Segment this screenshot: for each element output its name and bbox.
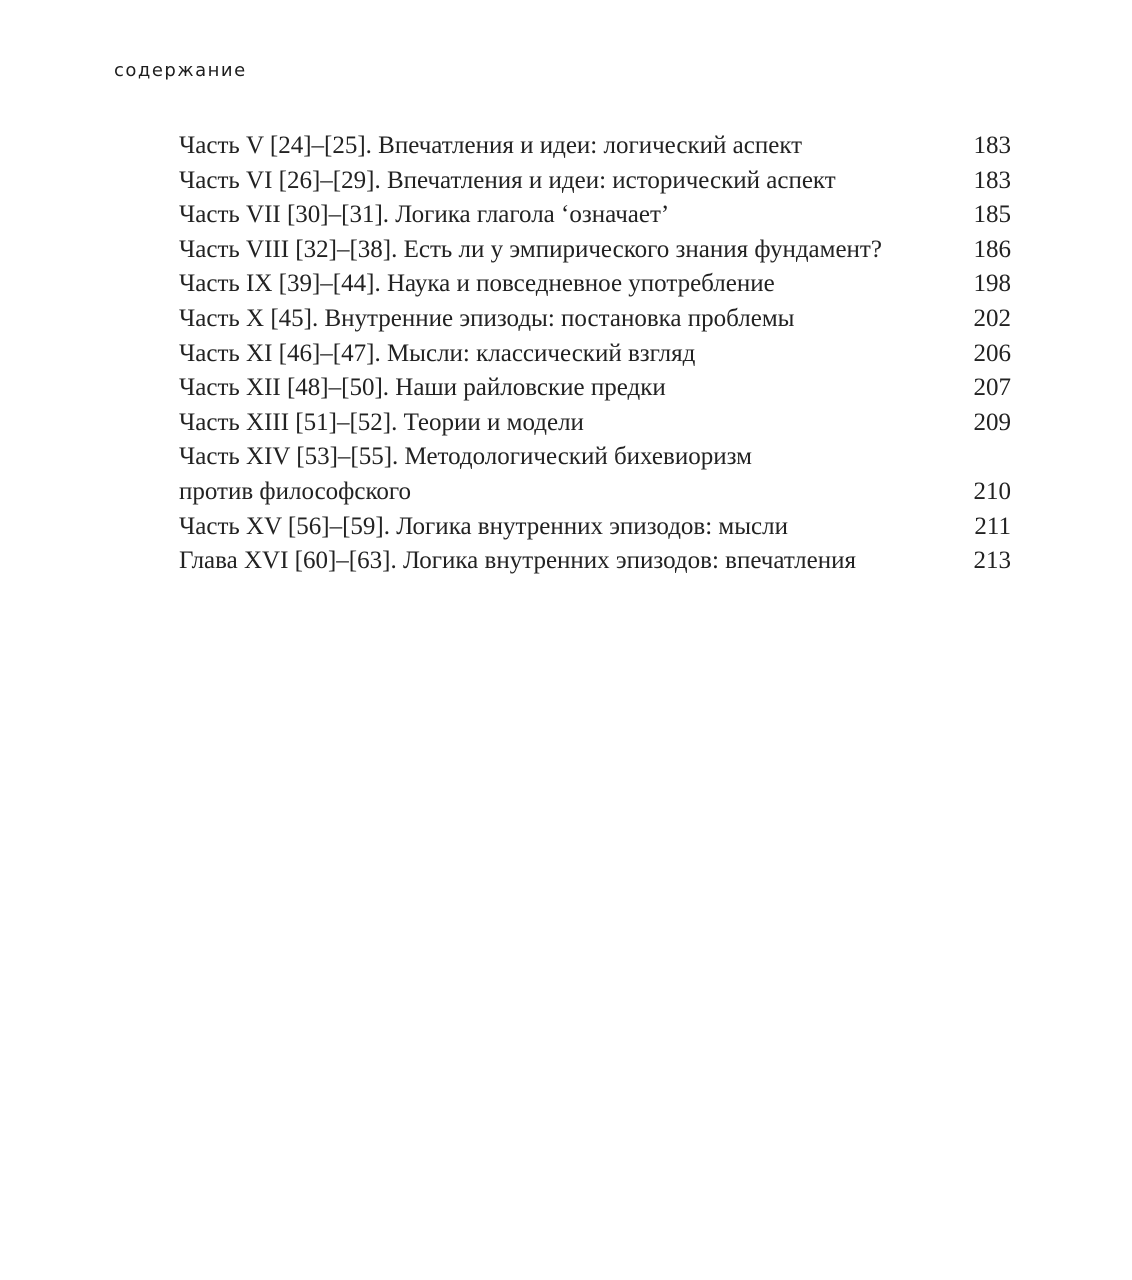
toc-entry-title-line: Часть X [45]. Внутренние эпизоды: постановка проблемы — [179, 304, 795, 332]
toc-entry — [179, 267, 1011, 302]
toc-entry — [179, 337, 1011, 372]
table-of-contents — [179, 129, 1011, 579]
toc-entry — [179, 371, 1011, 406]
toc-entry-page-number: 183 — [973, 132, 1011, 159]
toc-entry-title-line: Часть VIII [32]–[38]. Есть ли у эмпирического знания фундамент? — [179, 235, 882, 263]
toc-entry-title-line: Часть IX [39]–[44]. Наука и повседневное употребление — [179, 270, 775, 298]
toc-entry-title-line: Часть XIII [51]–[52]. Теории и модели — [179, 408, 584, 436]
toc-entry-title — [179, 198, 669, 233]
toc-entry — [179, 198, 1011, 233]
toc-entry-title-line: Часть VI [26]–[29]. Впечатления и идеи: исторический аспект — [179, 166, 836, 194]
toc-entry-title — [179, 233, 882, 268]
toc-entry-title-line: Часть XV [56]–[59]. Логика внутренних эпизодов: мысли — [179, 512, 788, 540]
toc-entry — [179, 406, 1011, 441]
toc-entry-title — [179, 164, 836, 199]
toc-entry-title-line: Часть V [24]–[25]. Впечатления и идеи: логический аспект — [179, 132, 803, 159]
toc-entry-title — [179, 440, 752, 509]
toc-entry-page-number: 198 — [973, 270, 1011, 298]
toc-entry-page-number: 185 — [973, 201, 1011, 229]
toc-entry-page-number: 211 — [974, 512, 1011, 540]
toc-entry — [179, 440, 1011, 509]
toc-entry-title — [179, 337, 695, 372]
toc-entry-page-number: 207 — [973, 374, 1011, 402]
toc-entry-title — [179, 267, 775, 302]
running-head: содержание — [114, 60, 247, 81]
toc-entry-title — [179, 406, 584, 441]
toc-entry — [179, 302, 1011, 337]
toc-entry-title — [179, 544, 856, 579]
toc-entry-page-number: 206 — [973, 339, 1011, 367]
toc-entry-title-line: против философского — [179, 477, 411, 505]
toc-entry-page-number: 210 — [973, 477, 1011, 505]
toc-entry — [179, 233, 1011, 268]
toc-entry-page-number: 186 — [973, 235, 1011, 263]
toc-entry-title-line: Часть XIV [53]–[55]. Методологический бихевиоризм — [179, 443, 752, 471]
toc-entry-title — [179, 129, 802, 164]
toc-entry — [179, 544, 1011, 579]
toc-entry-title-line: Глава XVI [60]–[63]. Логика внутренних эпизодов: впечатления — [179, 547, 856, 575]
toc-entry-page-number: 183 — [973, 166, 1011, 194]
toc-entry-title — [179, 510, 788, 545]
toc-entry-page-number: 209 — [973, 408, 1011, 436]
toc-entry-title-line: Часть XII [48]–[50]. Наши райловские предки — [179, 374, 666, 402]
toc-entry-page-number: 213 — [973, 547, 1011, 575]
toc-entry-title-line: Часть XI [46]–[47]. Мысли: классический взгляд — [179, 339, 696, 367]
toc-entry — [179, 129, 1011, 164]
toc-entry-page-number: 202 — [973, 304, 1011, 332]
toc-entry — [179, 510, 1011, 545]
toc-entry — [179, 164, 1011, 199]
toc-entry-title-line: Часть VII [30]–[31]. Логика глагола ‘означает’ — [179, 201, 670, 229]
toc-entry-title — [179, 302, 794, 337]
toc-entry-title — [179, 371, 666, 406]
